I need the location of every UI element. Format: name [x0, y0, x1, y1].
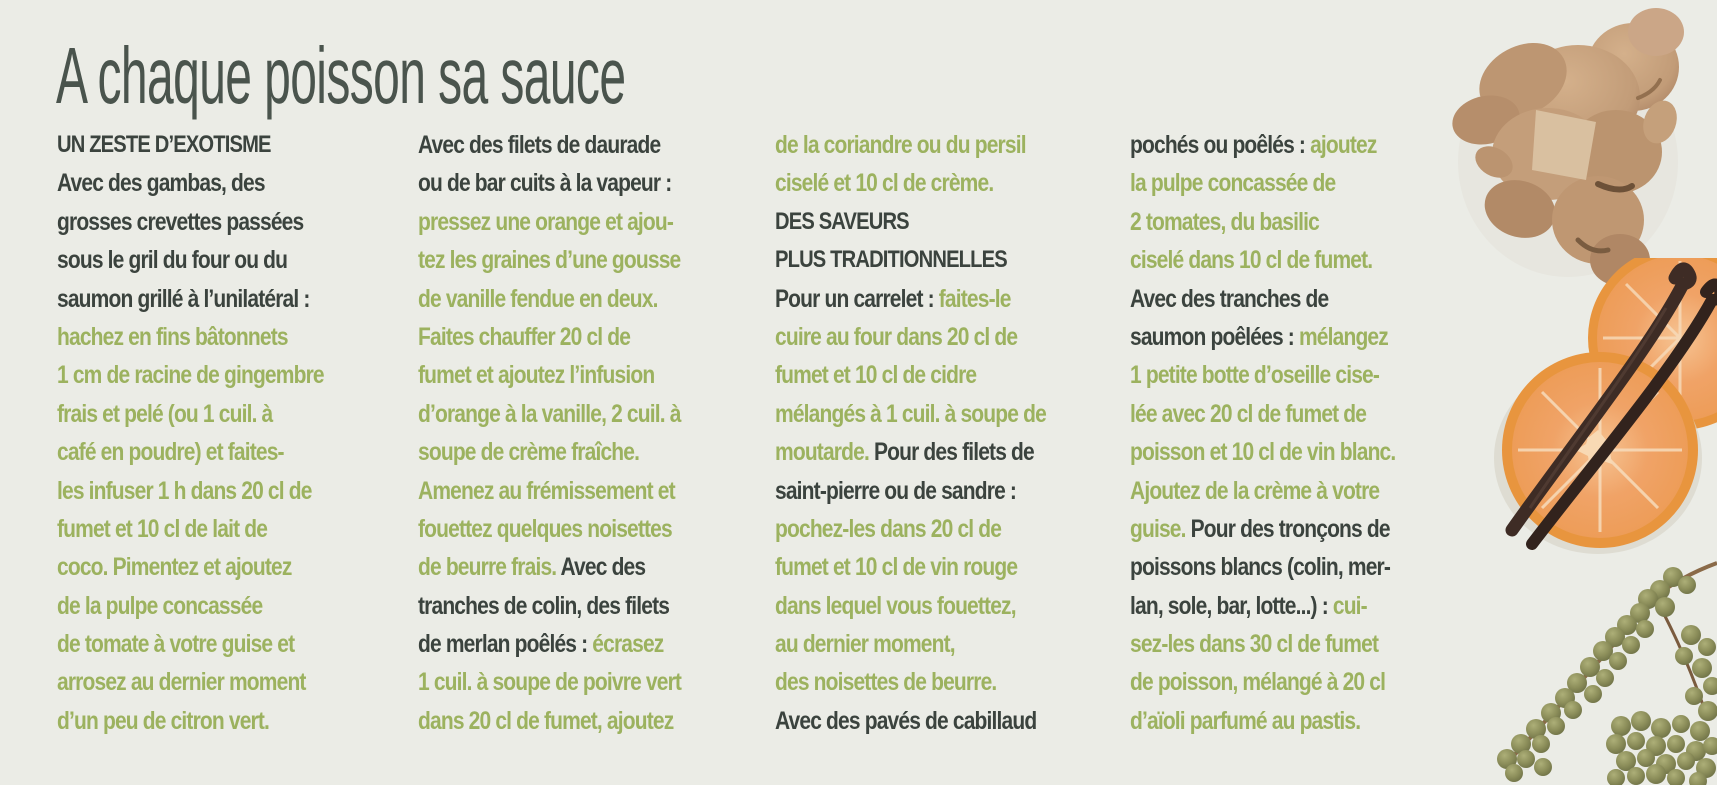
text-line — [418, 433, 712, 471]
text-segment: Avec des tranches de — [1130, 284, 1329, 313]
text-line — [775, 433, 1069, 471]
text-line — [775, 625, 1069, 663]
text-line — [1130, 702, 1424, 740]
text-line — [57, 280, 351, 318]
text-segment: arrosez au dernier moment — [57, 668, 306, 697]
ginger-root-photo — [1428, 2, 1704, 292]
text-line — [57, 625, 351, 663]
text-line — [1130, 164, 1424, 202]
text-segment: PLUS TRADITIONNELLES — [775, 246, 1007, 274]
text-segment: moutarde. — [775, 438, 874, 467]
text-line — [418, 126, 712, 164]
text-segment: Avec des — [560, 553, 646, 582]
section-heading — [775, 241, 1069, 279]
text-segment: lan, sole, bar, lotte...) : — [1130, 591, 1333, 620]
text-segment: d’orange à la vanille, 2 cuil. à — [418, 399, 681, 428]
text-segment: les infuser 1 h dans 20 cl de — [57, 476, 312, 505]
text-segment: Ajoutez de la crème à votre — [1130, 476, 1380, 505]
text-line — [775, 548, 1069, 586]
text-line — [57, 548, 351, 586]
text-segment: Pour un carrelet : — [775, 284, 939, 313]
text-segment: café en poudre) et faites- — [57, 438, 284, 467]
text-segment: de poisson, mélangé à 20 cl — [1130, 668, 1386, 697]
text-segment: 2 tomates, du basilic — [1130, 207, 1319, 236]
text-line — [57, 702, 351, 740]
text-segment: mélangez — [1298, 322, 1388, 351]
text-line — [57, 472, 351, 510]
text-segment: ou de bar cuits à la vapeur : — [418, 169, 672, 198]
text-segment: 1 cm de racine de gingembre — [57, 361, 324, 390]
text-line — [775, 472, 1069, 510]
text-segment: pressez une orange et ajou- — [418, 207, 674, 236]
text-line — [57, 395, 351, 433]
text-line — [57, 203, 351, 241]
section-heading — [775, 203, 1069, 241]
text-segment: la pulpe concassée de — [1130, 169, 1336, 198]
text-line — [57, 663, 351, 701]
text-segment: coco. Pimentez et ajoutez — [57, 553, 292, 582]
text-segment: saumon poêlées : — [1130, 322, 1299, 351]
text-segment: pochez-les dans 20 cl de — [775, 514, 1002, 543]
text-line — [1130, 126, 1424, 164]
text-segment: Avec des gambas, des — [57, 169, 265, 198]
text-line — [1130, 280, 1424, 318]
text-line — [1130, 433, 1424, 471]
text-line — [775, 126, 1069, 164]
text-line — [57, 587, 351, 625]
text-line — [1130, 548, 1424, 586]
text-line — [57, 510, 351, 548]
text-segment: ciselé et 10 cl de crème. — [775, 169, 994, 198]
text-line — [1130, 625, 1424, 663]
text-segment: cui- — [1332, 591, 1367, 620]
text-segment: Pour des tronçons de — [1190, 514, 1390, 543]
text-segment: Amenez au frémissement et — [418, 476, 675, 505]
text-column-2 — [418, 126, 768, 740]
text-line — [775, 395, 1069, 433]
text-line — [57, 318, 351, 356]
text-line — [418, 356, 712, 394]
text-line — [57, 433, 351, 471]
text-line — [418, 203, 712, 241]
text-line — [1130, 395, 1424, 433]
text-segment: poissons blancs (colin, mer- — [1130, 553, 1391, 582]
text-segment: Faites chauffer 20 cl de — [418, 322, 631, 351]
text-line — [57, 241, 351, 279]
text-segment: d’un peu de citron vert. — [57, 706, 270, 735]
text-segment: hachez en fins bâtonnets — [57, 322, 288, 351]
text-segment: frais et pelé (ou 1 cuil. à — [57, 399, 273, 428]
text-line — [1130, 510, 1424, 548]
text-segment: de beurre frais. — [418, 553, 561, 582]
text-line — [418, 395, 712, 433]
text-line — [418, 548, 712, 586]
text-segment: poisson et 10 cl de vin blanc. — [1130, 438, 1396, 467]
text-segment: saumon grillé à l’unilatéral : — [57, 284, 310, 313]
text-line — [775, 702, 1069, 740]
text-segment: fouettez quelques noisettes — [418, 514, 672, 543]
text-line — [1130, 203, 1424, 241]
text-segment: DES SAVEURS — [775, 207, 909, 235]
text-segment: de merlan poêlés : — [418, 630, 593, 659]
text-segment: de tomate à votre guise et — [57, 630, 295, 659]
text-line — [418, 164, 712, 202]
text-line — [418, 472, 712, 510]
text-segment: fumet et 10 cl de cidre — [775, 361, 977, 390]
text-segment: d’aïoli parfumé au pastis. — [1130, 706, 1361, 735]
text-segment: écrasez — [592, 630, 664, 659]
text-line — [418, 280, 712, 318]
text-line — [418, 663, 712, 701]
text-segment: de la coriandre ou du persil — [775, 131, 1026, 159]
text-line — [1130, 472, 1424, 510]
text-line — [1130, 241, 1424, 279]
text-line — [775, 280, 1069, 318]
text-segment: faites-le — [938, 284, 1011, 313]
text-column-1 — [57, 126, 407, 740]
text-segment: dans lequel vous fouettez, — [775, 591, 1016, 620]
text-segment: des noisettes de beurre. — [775, 668, 997, 697]
text-line — [418, 510, 712, 548]
text-segment: fumet et ajoutez l’infusion — [418, 361, 655, 390]
text-segment: tez les graines d’une gousse — [418, 246, 681, 275]
text-line — [775, 663, 1069, 701]
text-line — [775, 164, 1069, 202]
text-line — [418, 625, 712, 663]
orange-vanilla-photo — [1470, 258, 1717, 554]
text-segment: fumet et 10 cl de lait de — [57, 514, 268, 543]
text-line — [775, 510, 1069, 548]
text-segment: sous le gril du four ou du — [57, 246, 288, 275]
text-line — [57, 164, 351, 202]
text-segment: fumet et 10 cl de vin rouge — [775, 553, 1018, 582]
text-segment: guise. — [1130, 514, 1191, 543]
text-line — [418, 702, 712, 740]
text-line — [775, 587, 1069, 625]
text-segment: grosses crevettes passées — [57, 207, 304, 236]
text-line — [1130, 587, 1424, 625]
text-segment: dans 20 cl de fumet, ajoutez — [418, 706, 674, 735]
text-column-3 — [775, 126, 1125, 740]
text-segment: de vanille fendue en deux. — [418, 284, 658, 313]
text-line — [1130, 663, 1424, 701]
section-heading — [57, 126, 351, 164]
text-segment: tranches de colin, des filets — [418, 591, 670, 620]
text-segment: de la pulpe concassée — [57, 591, 263, 620]
text-segment: saint-pierre ou de sandre : — [775, 476, 1017, 505]
text-line — [418, 587, 712, 625]
green-peppercorns-photo — [1455, 545, 1717, 785]
text-line — [1130, 356, 1424, 394]
text-segment: sez-les dans 30 cl de fumet — [1130, 630, 1379, 659]
text-segment: Avec des filets de daurade — [418, 131, 661, 159]
text-line — [775, 356, 1069, 394]
text-line — [57, 356, 351, 394]
text-segment: Pour des filets de — [873, 438, 1034, 467]
text-line — [418, 318, 712, 356]
text-segment: cuire au four dans 20 cl de — [775, 322, 1018, 351]
text-segment: UN ZESTE D’EXOTISME — [57, 131, 271, 158]
page-title: A chaque poisson sa sauce — [56, 31, 626, 120]
text-segment: ajoutez — [1310, 131, 1377, 159]
text-line — [775, 318, 1069, 356]
text-segment: lée avec 20 cl de fumet de — [1130, 399, 1367, 428]
text-segment: 1 cuil. à soupe de poivre vert — [418, 668, 682, 697]
text-segment: ciselé dans 10 cl de fumet. — [1130, 246, 1373, 275]
text-segment: pochés ou poêlés : — [1130, 131, 1311, 159]
text-segment: Avec des pavés de cabillaud — [775, 706, 1037, 735]
text-segment: soupe de crème fraîche. — [418, 438, 640, 467]
text-segment: 1 petite botte d’oseille cise- — [1130, 361, 1380, 390]
text-line — [1130, 318, 1424, 356]
text-segment: au dernier moment, — [775, 630, 955, 659]
text-line — [418, 241, 712, 279]
text-segment: mélangés à 1 cuil. à soupe de — [775, 399, 1046, 428]
